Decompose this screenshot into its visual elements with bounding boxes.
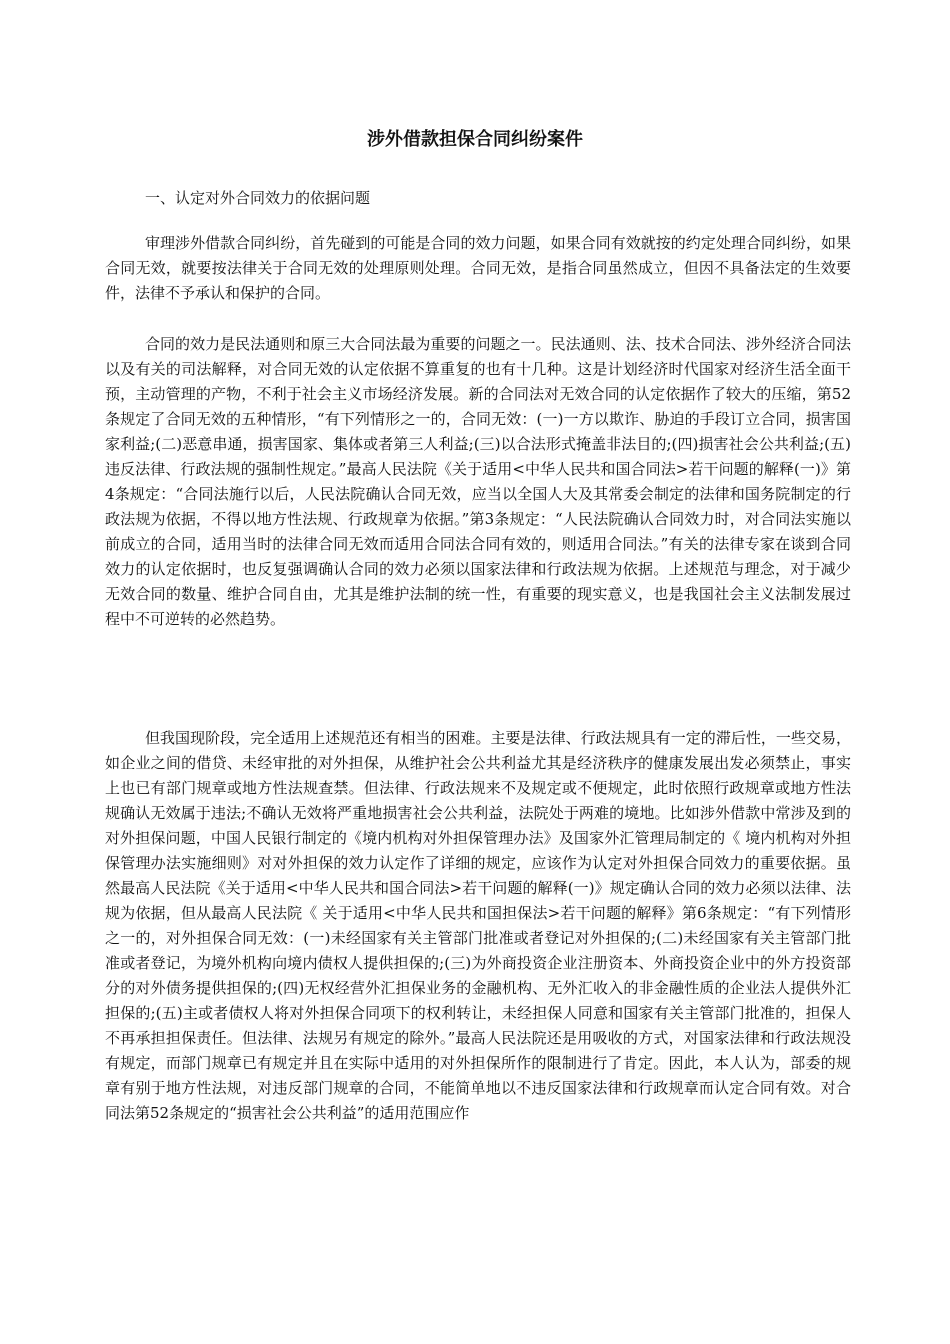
body-paragraph: 合同的效力是民法通则和原三大合同法最为重要的问题之一。民法通则、法、技术合同法、涉外经济合同法以及有关的司法解释，对合同无效的认定依据不算重复的也有十几种。这是计划经济时代国家对经济生活全面干预，主动管理的产物，不利于社会主义市场经济发展。新的合同法对无效合同的认定依据作了较大的压缩，第52条规定了合同无效的五种情形，“有下列情形之一的，合同无效：(一)一方以欺诈、胁迫的手段订立合同，损害国家利益;(二)恶意串通，损害国家、集体或者第三人利益;(三)以合法形式掩盖非法目的;(四)损害社会公共利益;(五)违反法律、行政法规的强制性规定。”最高人民法院《关于适用<中华人民共和国合同法>若干问题的解释(一)》第4条规定：“合同法施行以后，人民法院确认合同无效，应当以全国人大及其常委会制定的法律和国务院制定的行政法规为依据，不得以地方性法规、行政规章为依据。”第3条规定：“人民法院确认合同效力时，对合同法实施以前成立的合同，适用当时的法律合同无效而适用合同法合同有效的，则适用合同法。”有关的法律专家在谈到合同效力的认定依据时，也反复强调确认合同的效力必须以国家法律和行政法规为依据。上述规范与理念，对于减少无效合同的数量、维护合同自由，尤其是维护法制的统一性，有重要的现实意义，也是我国社会主义法制发展过程中不可逆转的必然趋势。: [105, 335, 851, 628]
body-paragraph: 但我国现阶段，完全适用上述规范还有相当的困难。主要是法律、行政法规具有一定的滞后性，一些交易，如企业之间的借贷、未经审批的对外担保，从维护社会公共利益尤其是经济秩序的健康发展出发必须禁止，事实上也已有部门规章或地方性法规查禁。但法律、行政法规来不及规定或不便规定，此时依照行政规章或地方性法规确认无效属于违法;不确认无效将严重地损害社会公共利益，法院处于两难的境地。比如涉外借款中常涉及到的对外担保问题，中国人民银行制定的《境内机构对外担保管理办法》及国家外汇管理局制定的《 境内机构对外担保管理办法实施细则》对对外担保的效力认定作了详细的规定，应该作为认定对外担保合同效力的重要依据。虽然最高人民法院《关于适用<中华人民共和国合同法>若干问题的解释(一)》规定确认合同的效力必须以法律、法规为依据，但从最高人民法院《 关于适用<中华人民共和国担保法>若干问题的解释》第6条规定：“有下列情形之一的，对外担保合同无效：(一)未经国家有关主管部门批准或者登记对外担保的;(二)未经国家有关主管部门批准或者登记，为境外机构向境内债权人提供担保的;(三)为外商投资企业注册资本、外商投资企业中的外方投资部分的对外债务提供担保的;(四)无权经营外汇担保业务的金融机构、无外汇收入的非金融性质的企业法人提供外汇担保的;(五)主或者债权人将对外担保合同项下的权利转让，未经担保人同意和国家有关主管部门批准的，担保人不再承担担保责任。但法律、法规另有规定的除外。”最高人民法院还是用吸收的方式，对国家法律和行政法规没有规定，而部门规章已有规定并且在实际中适用的对外担保所作的限制进行了肯定。因此，本人认为，部委的规章有别于地方性法规，对违反部门规章的合同，不能简单地以不违反国家法律和行政规章而认定合同有效。对合同法第52条规定的“损害社会公共利益”的适用范围应作: [105, 729, 851, 1122]
section-heading: 一、认定对外合同效力的依据问题: [145, 189, 371, 207]
body-paragraph: 审理涉外借款合同纠纷，首先碰到的可能是合同的效力问题，如果合同有效就按的约定处理合同纠纷，如果合同无效，就要按法律关于合同无效的处理原则处理。合同无效，是指合同虽然成立，但因不具备法定的生效要件，法律不予承认和保护的合同。: [105, 234, 851, 302]
document-title: 涉外借款担保合同纠纷案件: [367, 129, 583, 150]
